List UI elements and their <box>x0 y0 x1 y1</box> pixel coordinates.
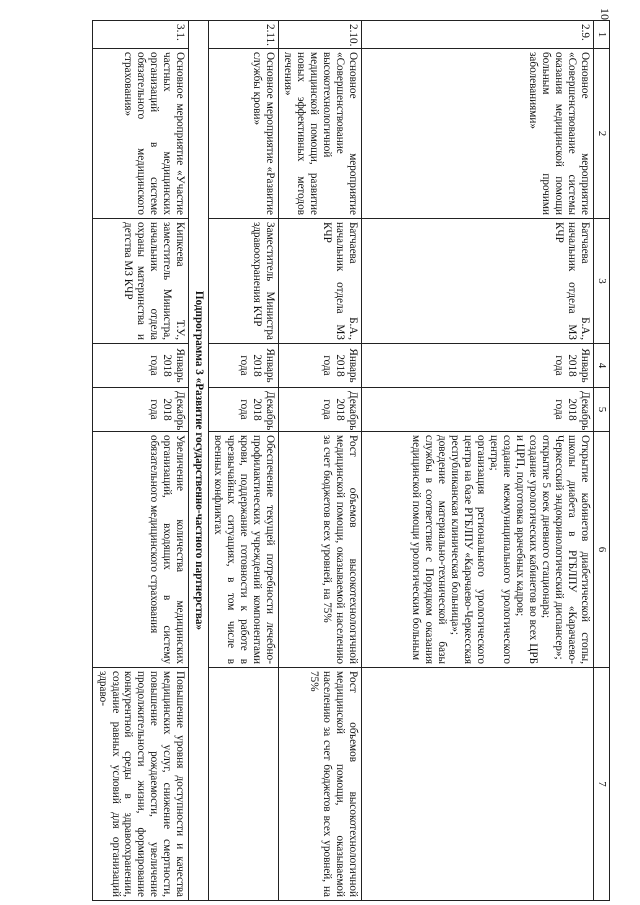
table-row <box>279 21 362 901</box>
column-number-row <box>594 21 610 901</box>
start-date: Январь 2018 года <box>209 344 279 388</box>
start-date: Январь 2018 года <box>279 344 362 388</box>
row-number: 2.11. <box>209 21 279 49</box>
rotated-table-page <box>10 20 610 900</box>
table-row <box>362 21 594 901</box>
event-name: Основное мероприятие «Совершенствование системы оказания медицинской помощи больным прочими заболеваниями» <box>362 49 594 219</box>
actions-text: Увеличение количества медицинских организаций, входящих в систему обязательного медицинского страхования <box>93 432 189 668</box>
col-header-7: 7 <box>594 668 610 901</box>
actions-text: Рост объемов высокотехнологичной медицинской помощи, оказываемой населению за счет бюджетов всех уровней, на 75% <box>279 432 362 668</box>
col-header-2: 2 <box>594 49 610 219</box>
end-date: Декабрь 2018 года <box>362 388 594 432</box>
subprogram-row <box>189 21 209 901</box>
col-header-4: 4 <box>594 344 610 388</box>
col-header-3: 3 <box>594 219 610 344</box>
actions-text: Обеспечение текущей потребности лечебно-профилактических учреждений компонентами крови, поддержание готовности к работе в чрезвычайных ситуациях, в том числе в военных конфликтах <box>209 432 279 668</box>
measures-table <box>92 20 610 901</box>
result-text <box>209 668 279 901</box>
event-name: Основное мероприятие «Совершенствование высокотехнологичной медицинской помощи, развитие новых эффективных методов лечения» <box>279 49 362 219</box>
actions-text: Открытие кабинетов диабетической стопы, школы диабета в РГБЛПУ «Карачаево-Черкесский эндокринологический диспансер»; открытие 5 коек дневного стационара; создание урологических кабинетов во всех ЦРБ и ЦРП, подготовка врачебных кадров; создание межмуниципального урологического центра; организация регионального урологического центра на базе РГБЛПУ «Карачаево-Черкесская республиканская клиническая больница»; доведение материально-технической базы службы в соответствие с Порядком оказания медицинской помощи урологическим больным <box>362 432 594 668</box>
col-header-5: 5 <box>594 388 610 432</box>
responsible: Батчаева Б.А., начальник отдела МЗ КЧР <box>279 219 362 344</box>
table-row <box>209 21 279 901</box>
col-header-1: 1 <box>594 21 610 49</box>
table-row <box>93 21 189 901</box>
responsible: Батчаева Б.А., начальник отдела МЗ КЧР <box>362 219 594 344</box>
row-number: 2.10. <box>279 21 362 49</box>
event-name: Основное мероприятие «Участие частных медицинских организаций в системе обязательного медицинского страхования» <box>93 49 189 219</box>
subprogram-title: Подпрограмма 3 «Развитие государственно-частного партнерства» <box>189 21 209 901</box>
end-date: Декабрь 2018 года <box>209 388 279 432</box>
responsible: Кипкеева Т.У., заместитель Министра, начальник отдела охраны материнства и детства МЗ КЧР <box>93 219 189 344</box>
end-date: Декабрь 2018 года <box>279 388 362 432</box>
result-text: Повышение уровня доступности и качества медицинских услуг, снижение смертности, повышение рождаемости, увеличение продолжительности жизни, формирование конкурентной среды в здравоохранении, создание равных условий для организаций здраво- <box>93 668 189 901</box>
start-date: Январь 2018 года <box>362 344 594 388</box>
row-number: 2.9. <box>362 21 594 49</box>
start-date: Январь 2018 года <box>93 344 189 388</box>
row-number: 3.1. <box>93 21 189 49</box>
page-number: 10 <box>598 8 612 20</box>
end-date: Декабрь 2018 года <box>93 388 189 432</box>
col-header-6: 6 <box>594 432 610 668</box>
result-text: Рост объемов высокотехнологичной медицинской помощи, оказываемой населению за счет бюджетов всех уровней, на 75% <box>279 668 362 901</box>
responsible: Заместитель Министра здравоохранения КЧР <box>209 219 279 344</box>
event-name: Основное мероприятие «Развитие службы крови» <box>209 49 279 219</box>
result-text <box>362 668 594 901</box>
